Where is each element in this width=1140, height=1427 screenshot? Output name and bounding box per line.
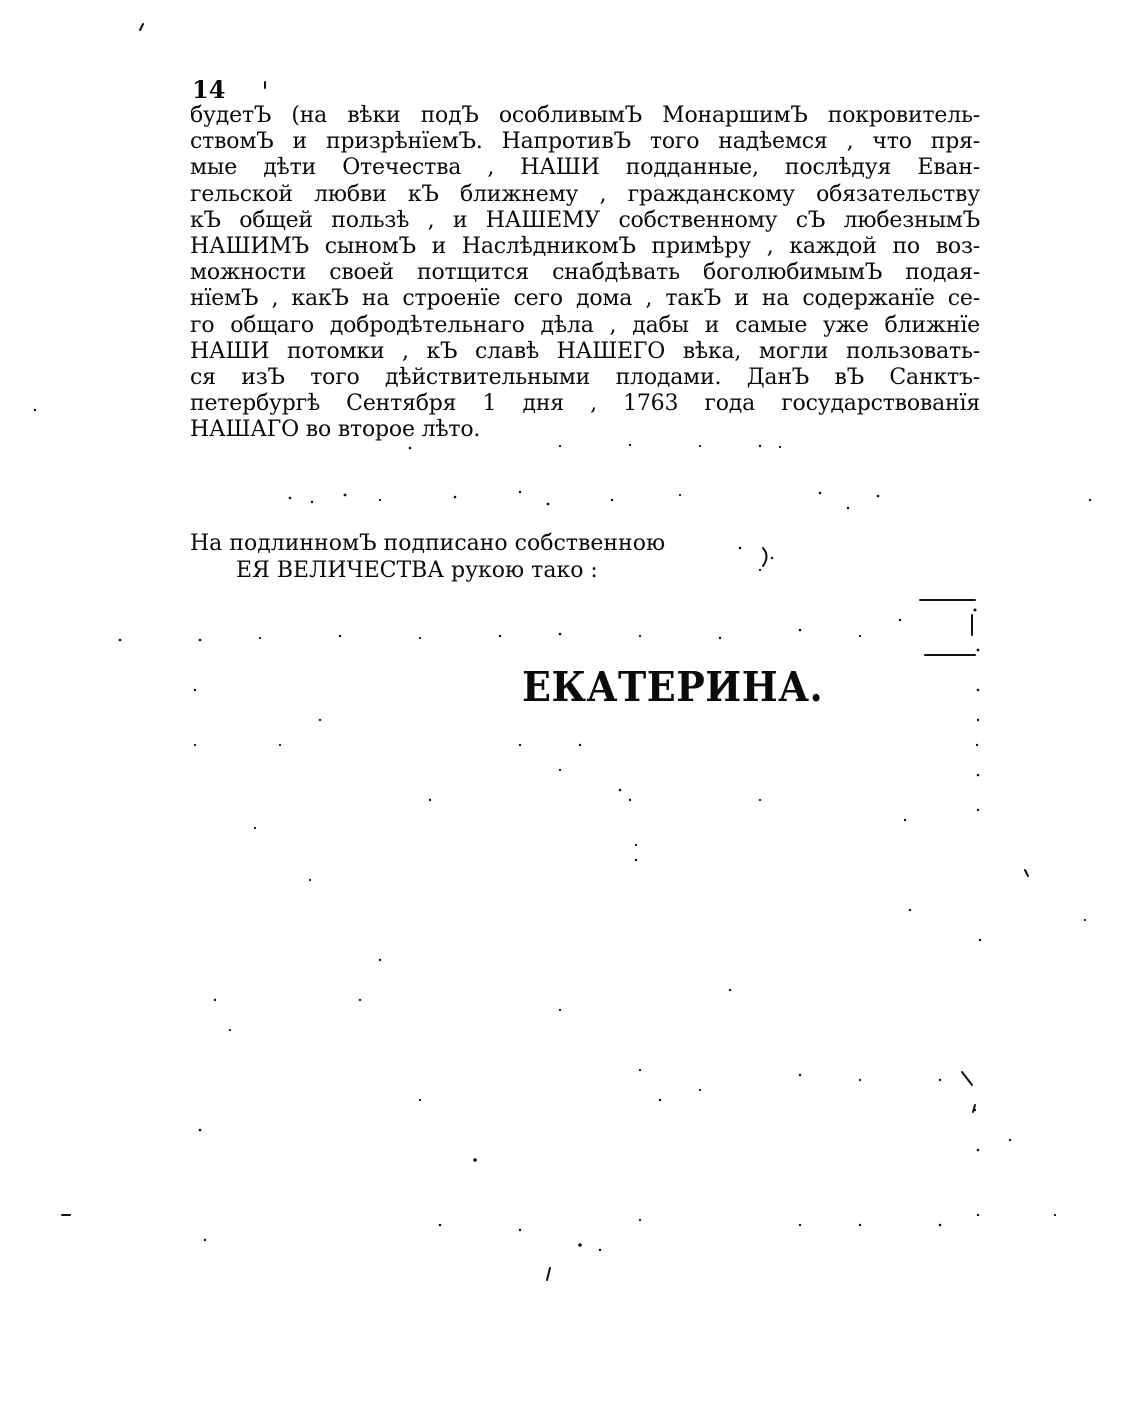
signature: ЕКАТЕРИНА. (522, 662, 824, 711)
text-line: можности своей потщится снабдѣвать боголюбимымЪ подая- (190, 260, 980, 286)
text-line: НАШИ потомки , кЪ славѣ НАШЕГО вѣка, могли пользовать- (190, 338, 980, 364)
text-line: ся изЪ того дѣйствительными плодами. ДанЪ вЪ Санктъ- (190, 364, 980, 390)
page-number: 14 (192, 75, 226, 104)
text-line: кЪ общей пользѣ , и НАШЕМУ собственному сЪ любезнымЪ (190, 207, 980, 233)
text-line: го общаго добродѣтельнаго дѣла , дабы и самые уже ближнїе (190, 312, 980, 338)
text-line: НАШАГО во второе лѣто. (190, 417, 481, 443)
text-line: НАШИМЪ сыномЪ и НаслѣдникомЪ примѣру , каждой по воз- (190, 233, 980, 259)
attestation-line: На подлинномЪ подписано собственною (190, 531, 666, 556)
text-line: будетЪ (на вѣки подЪ особливымЪ МонаршимЪ покровитель- (190, 103, 980, 128)
decree-text (190, 103, 980, 443)
attestation-line: ЕЯ ВЕЛИЧЕСТВА рукою тако : (236, 558, 598, 583)
text-line: ствомЪ и призрѣнїемЪ. НапротивЪ того надѣемся , что пря- (190, 129, 980, 155)
attestation-note (190, 530, 710, 584)
text-line: гельской любви кЪ ближнему , гражданскому обязательству (190, 181, 980, 207)
text-line: петербургѣ Сентября 1 дня , 1763 года государствованїя (190, 391, 980, 417)
text-line: нїемЪ , какЪ на строенїе сего дома , такЪ и на содержанїе се- (190, 286, 980, 312)
text-line: мые дѣти Отечества , НАШИ подданные, послѣдуя Еван- (190, 155, 980, 181)
